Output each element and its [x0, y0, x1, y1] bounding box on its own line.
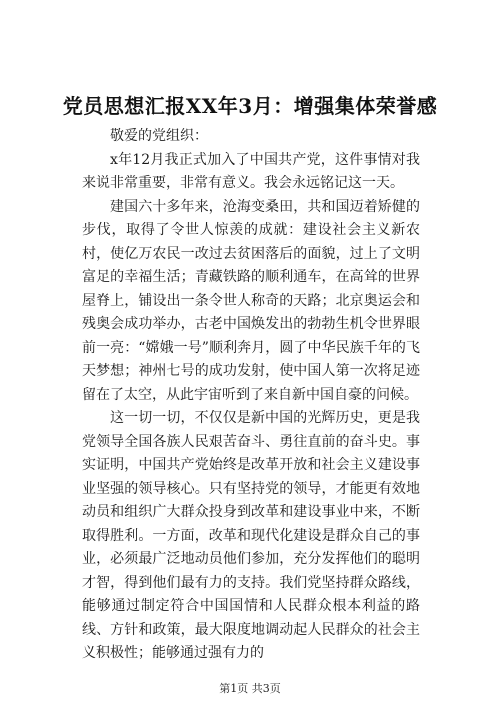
document-body [82, 125, 420, 666]
paragraph: 这一切一切，不仅仅是新中国的光辉历史，更是我党领导全国各族人民艰苦奋斗、勇往直前的奋斗史。事实证明，中国共产党始终是改革开放和社会主义建设事业坚强的领导核心。只有坚持党的领导，才能更有效地动员和组织广大群众投身到改革和建设事业中来，不断取得胜利。一方面，改革和现代化建设是群众自己的事业，必须最广泛地动员他们参加，充分发挥他们的聪明才智，得到他们最有力的支持。我们党坚持群众路线，能够通过制定符合中国国情和人民群众根本利益的路线、方针和政策，最大限度地调动起人民群众的社会主义积极性；能够通过强有力的 [82, 410, 420, 661]
page-number-footer: 第1页 共3页 [219, 682, 281, 695]
document-title: 党员思想汇报XX年3月：增强集体荣誉感 [62, 94, 438, 118]
salutation: 敬爱的党组织： [110, 128, 208, 144]
paragraph: x年12月我正式加入了中国共产党，这件事情对我来说非常重要，非常有意义。我会永远铭记这一天。 [82, 151, 420, 191]
paragraph: 建国六十多年来，沧海变桑田，共和国迈着矫健的步伐，取得了令世人惊羡的成就：建设社会主义新农村，使亿万农民一改过去贫困落后的面貌，过上了文明富足的幸福生活；青藏铁路的顺利通车，在高耸的世界屋脊上，铺设出一条令世人称奇的天路；北京奥运会和残奥会成功举办，古老中国焕发出的勃勃生机令世界眼前一亮：“嫦娥一号”顺利奔月，圆了中华民族千年的飞天梦想；神州七号的成功发射，使中国人第一次将足迹留在了太空，从此宇宙听到了来自新中国自豪的问候。 [82, 198, 420, 403]
